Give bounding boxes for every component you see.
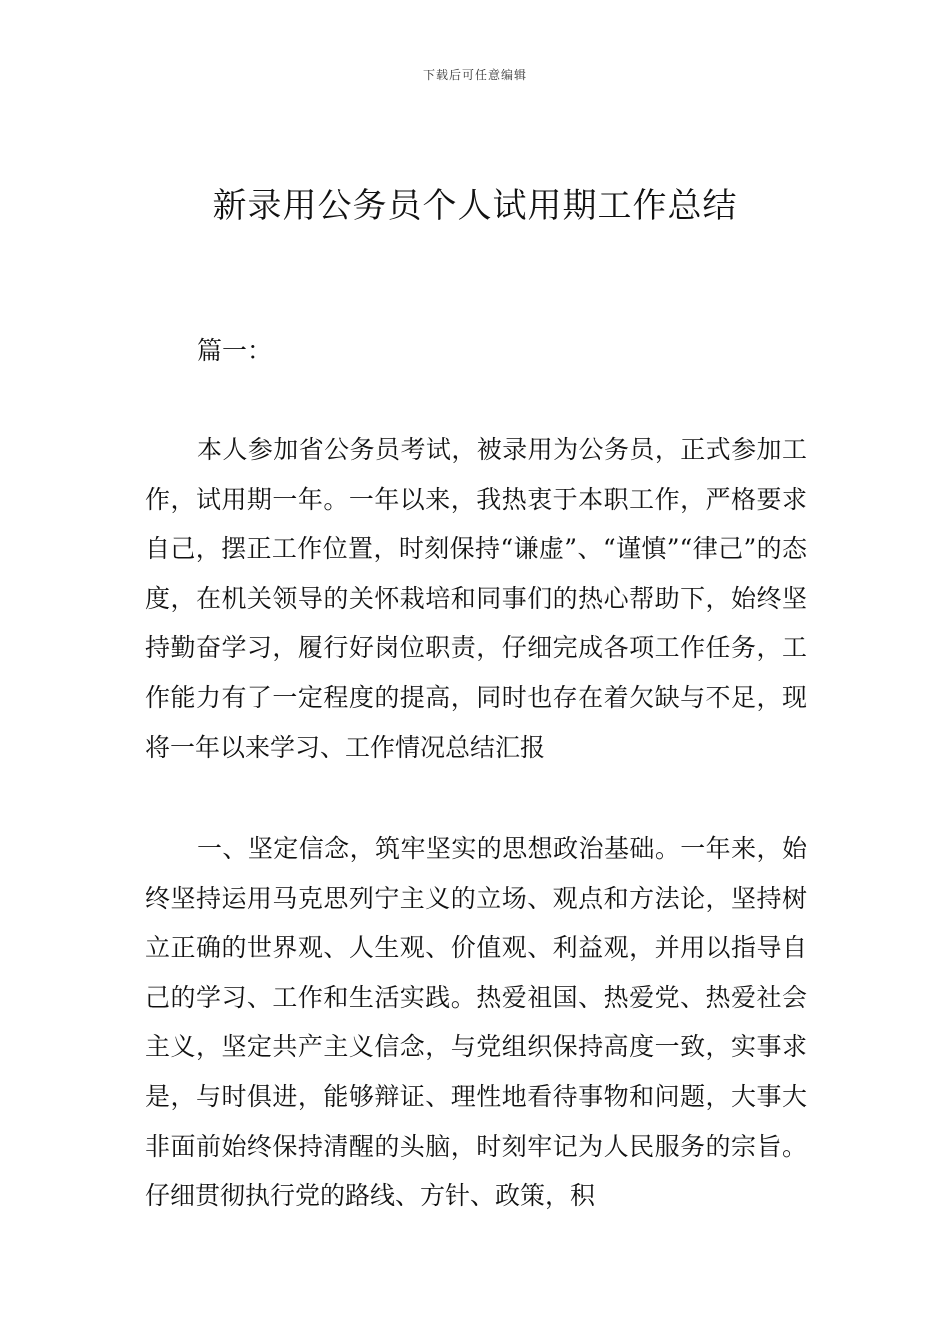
paragraph-section-one: 一、坚定信念，筑牢坚实的思想政治基础。一年来，始终坚持运用马克思列宁主义的立场、观点和方法论，坚持树立正确的世界观、人生观、价值观、利益观，并用以指导自己的学习、工作和生活实践。热爱祖国、热爱党、热爱社会主义，坚定共产主义信念，与党组织保持高度一致，实事求是，与时俱进，能够辩证、理性地看待事物和问题，大事大非面前始终保持清醒的头脑，时刻牢记为人民服务的宗旨。仔细贯彻执行党的路线、方针、政策，积 xyxy=(145,834,807,1211)
section-label: 篇一： xyxy=(197,336,273,365)
header-note: 下载后可任意编辑 xyxy=(422,68,527,82)
document-title: 新录用公务员个人试用期工作总结 xyxy=(212,186,738,226)
paragraph-intro: 本人参加省公务员考试，被录用为公务员，正式参加工作，试用期一年。一年以来，我热衷于本职工作，严格要求自己，摆正工作位置，时刻保持“谦虚”、“谨慎”“律己”的态度，在机关领导的关怀栽培和同事们的热心帮助下，始终坚持勤奋学习，履行好岗位职责，仔细完成各项工作任务，工作能力有了一定程度的提高，同时也存在着欠缺与不足，现将一年以来学习、工作情况总结汇报 xyxy=(145,435,807,762)
